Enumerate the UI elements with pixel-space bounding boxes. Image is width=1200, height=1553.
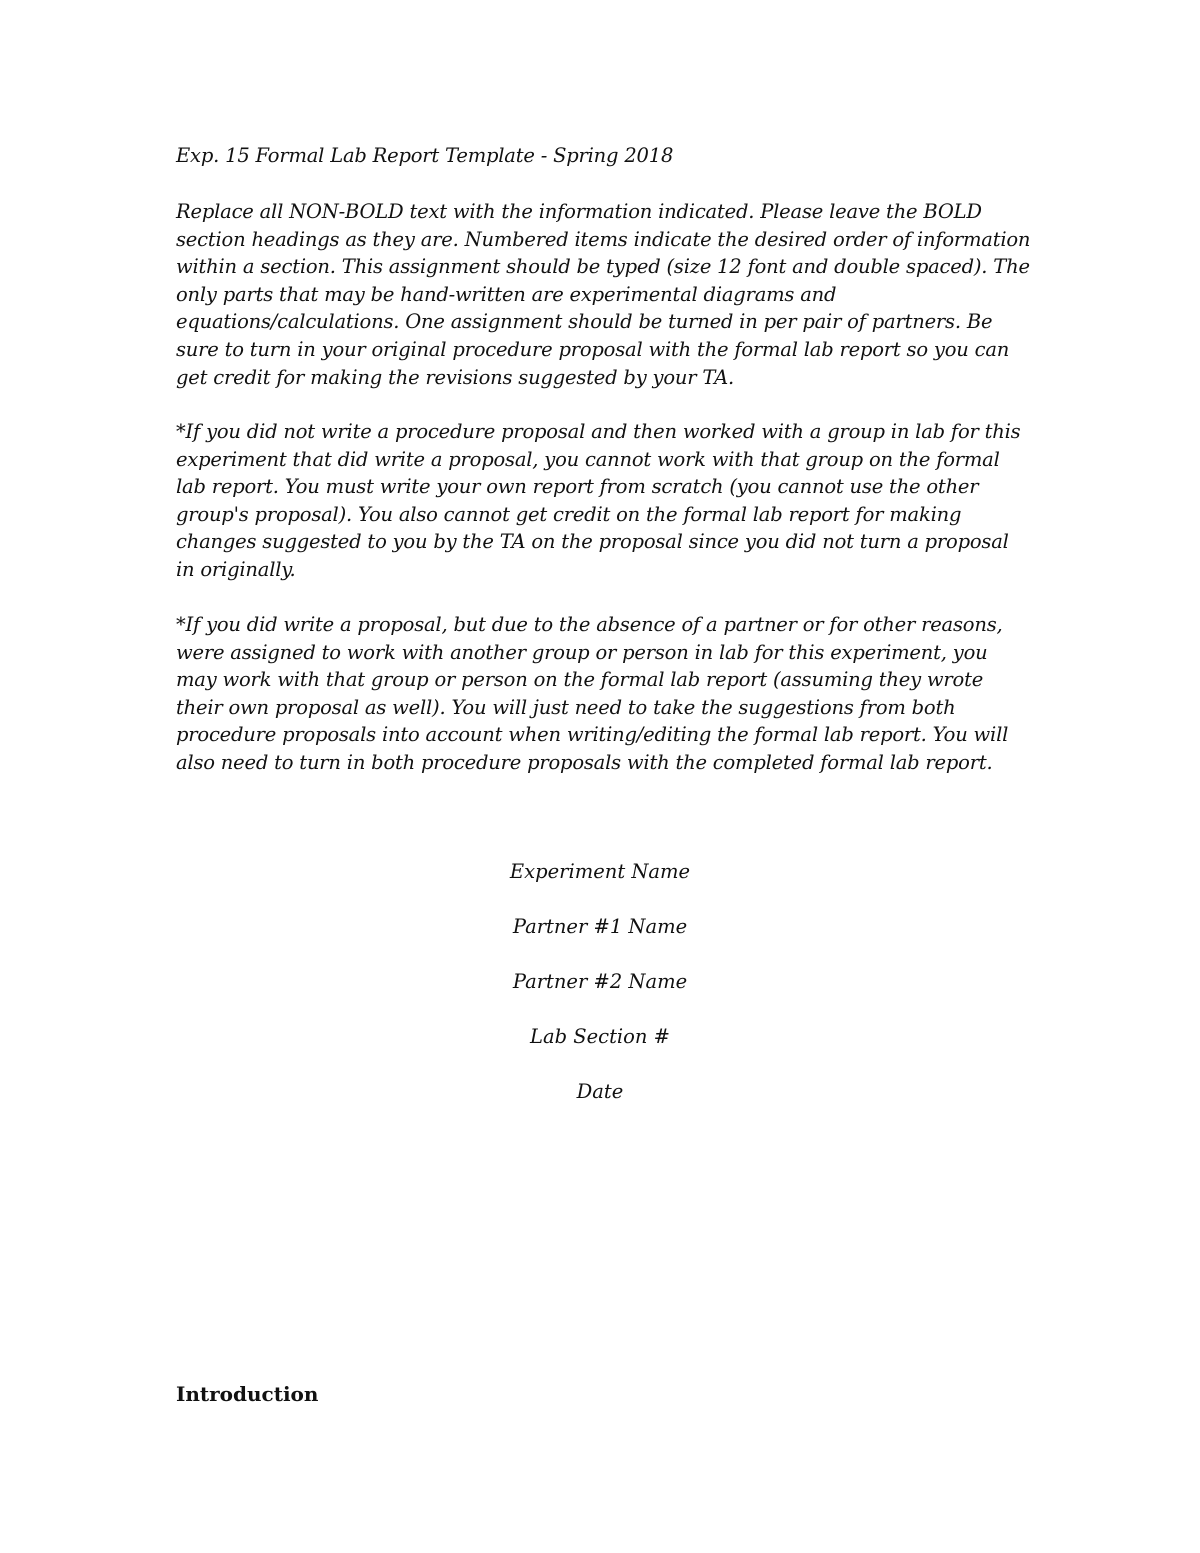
paragraph-line: group's proposal). You also cannot get credit on the formal lab report for making: [176, 502, 962, 526]
instructions-paragraph: [176, 198, 1036, 391]
paragraph-line: Replace all NON-BOLD text with the information indicated. Please leave the BOLD: [176, 200, 982, 223]
paragraph-line: sure to turn in your original procedure proposal with the formal lab report so you can: [176, 337, 1010, 361]
paragraph-line: may work with that group or person on the formal lab report (assuming they wrote: [176, 668, 984, 692]
paragraph-line: experiment that did write a proposal, you cannot work with that group on the formal: [176, 447, 1000, 471]
paragraph-line: changes suggested to you by the TA on the proposal since you did not turn a proposal: [176, 530, 1009, 554]
document-title: [176, 142, 1036, 170]
paragraph-line: get credit for making the revisions suggested by your TA.: [176, 365, 734, 389]
paragraph-line: within a section. This assignment should be typed (size 12 font and double spaced). The: [176, 255, 1030, 279]
paragraph-line: also need to turn in both procedure proposals with the completed formal lab report.: [176, 750, 993, 774]
experiment-name: Experiment Name: [509, 860, 691, 883]
paragraph-line: equations/calculations. One assignment should be turned in per pair of partners. Be: [176, 310, 993, 334]
paragraph-line: in originally.: [176, 557, 296, 581]
paragraph-line: only parts that may be hand-written are experimental diagrams and: [176, 282, 837, 306]
paragraph-line: procedure proposals into account when writing/editing the formal lab report. You will: [176, 723, 1009, 747]
paragraph-line: were assigned to work with another group or person in lab for this experiment, you: [176, 640, 988, 664]
paragraph-line: *If you did not write a procedure proposal and then worked with a group in lab for this: [176, 420, 1021, 443]
report-date: Date: [576, 1080, 624, 1103]
partner-1-name: Partner #1 Name: [512, 915, 688, 938]
paragraph-line: their own proposal as well). You will just need to take the suggestions from both: [176, 695, 956, 719]
paragraph-line: lab report. You must write your own report from scratch (you cannot use the other: [176, 475, 979, 499]
reassigned-partner-note: [176, 611, 1036, 777]
section-heading-introduction: Introduction: [176, 1382, 319, 1406]
no-proposal-note: [176, 418, 1036, 584]
paragraph-line: section headings as they are. Numbered items indicate the desired order of information: [176, 227, 1031, 251]
title-text: Exp. 15 Formal Lab Report Template - Spring 2018: [176, 144, 674, 167]
partner-2-name: Partner #2 Name: [512, 970, 688, 993]
paragraph-line: *If you did write a proposal, but due to the absence of a partner or for other reasons,: [176, 613, 1003, 636]
lab-section: Lab Section #: [530, 1025, 670, 1048]
